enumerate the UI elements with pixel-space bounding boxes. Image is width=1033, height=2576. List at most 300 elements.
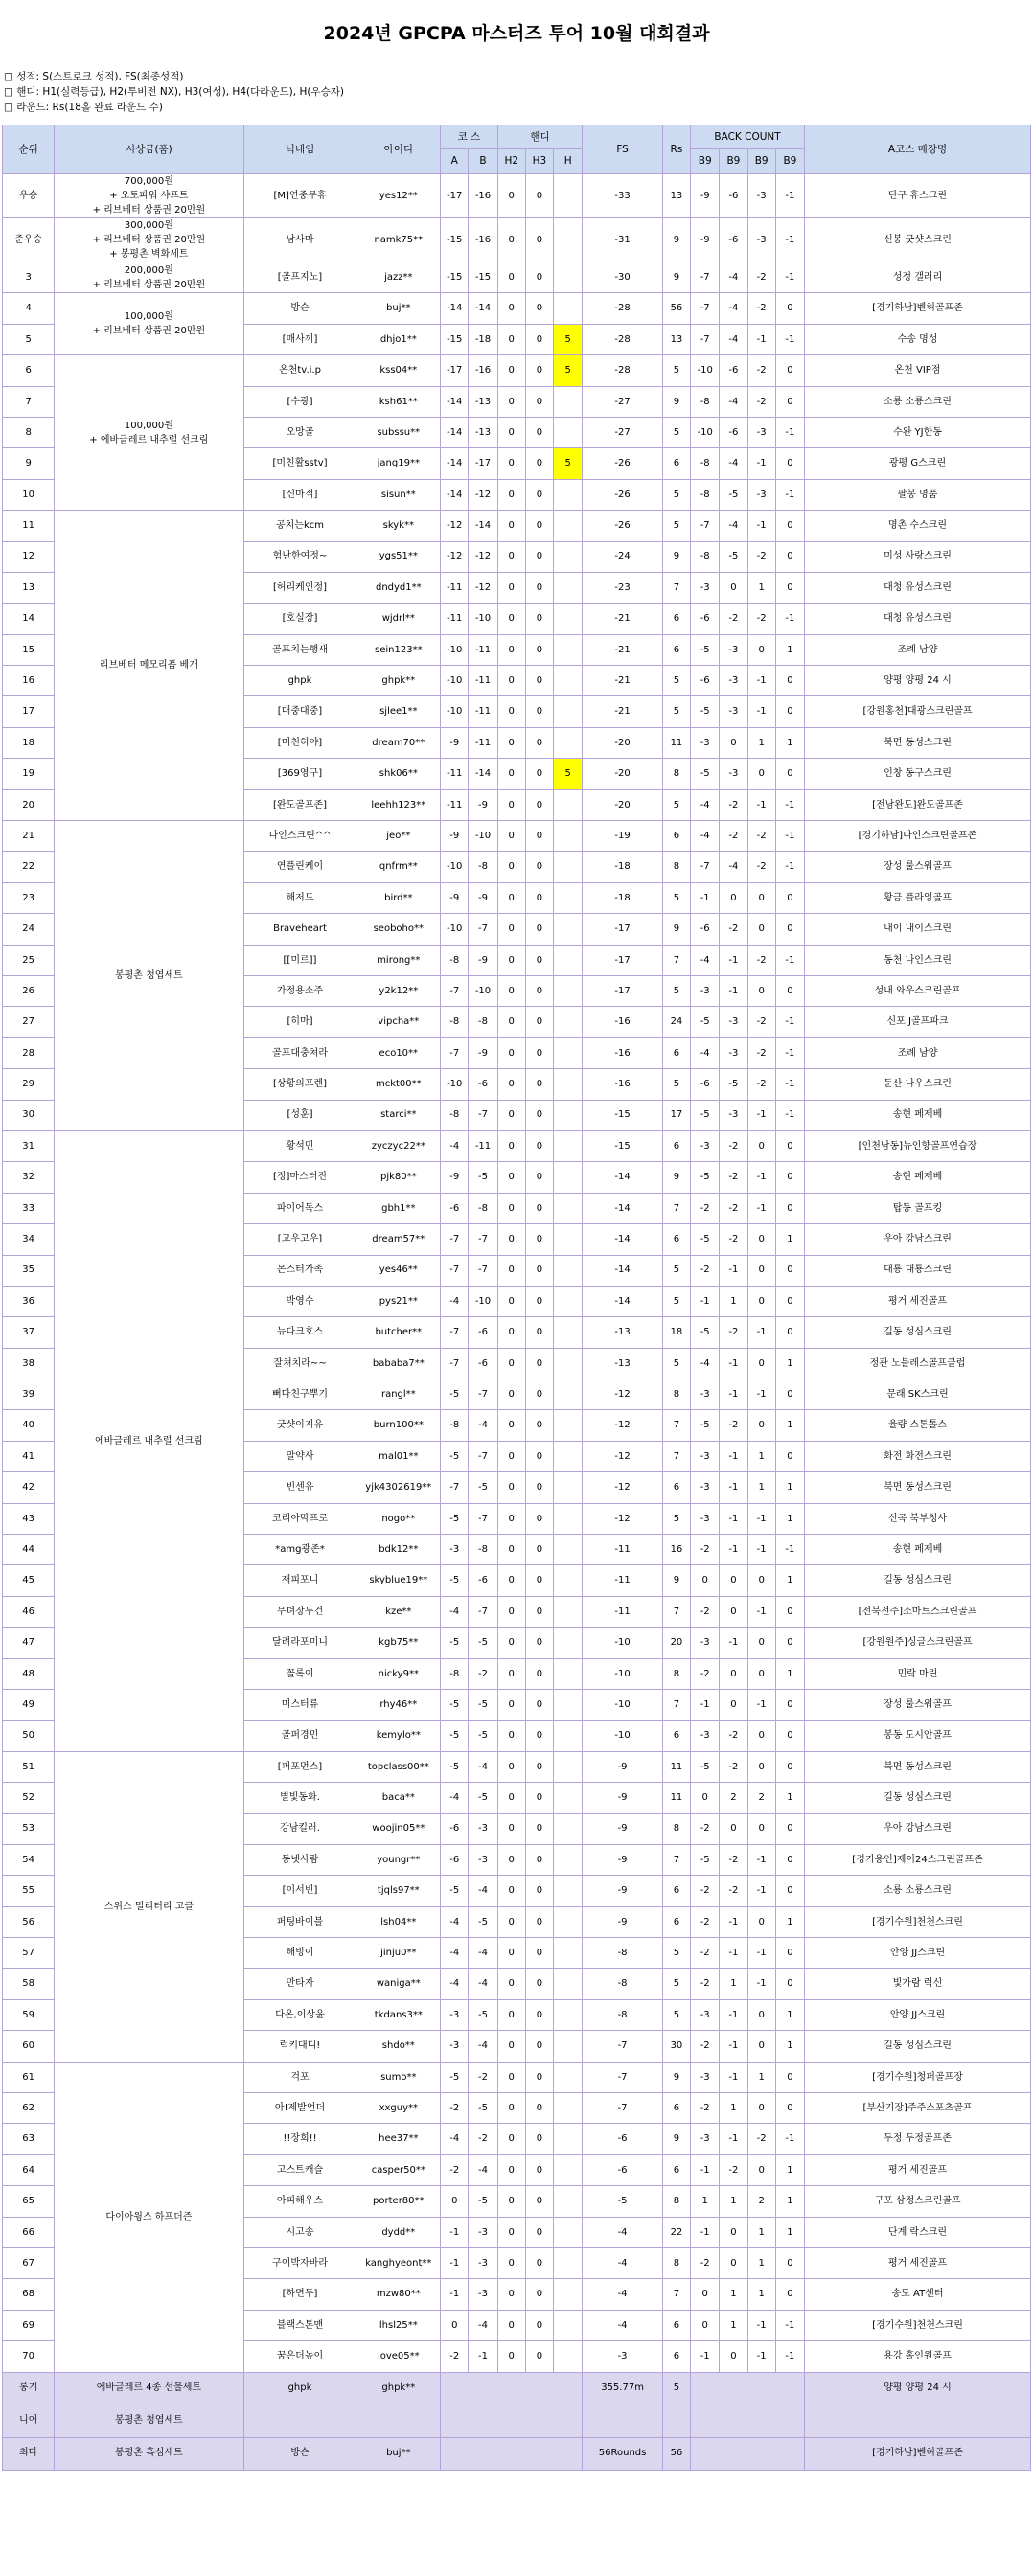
nickname-cell: 공치는kcm — [243, 511, 356, 541]
score-b-cell: -5 — [469, 1999, 497, 2030]
rounds-cell: 5 — [662, 975, 690, 1006]
nickname-cell: [정]마스터진 — [243, 1162, 356, 1193]
nickname-cell: 가정용소주 — [243, 975, 356, 1006]
nickname-cell: [[미르]] — [243, 945, 356, 975]
backcount-3-cell: 0 — [747, 1751, 775, 1782]
user-id-cell: sumo** — [356, 2062, 441, 2092]
backcount-3-cell: -1 — [747, 1503, 775, 1534]
store-cell: 수송 명성 — [805, 324, 1031, 354]
award-id-cell: ghpk** — [356, 2372, 441, 2405]
handi-h3-cell: 0 — [525, 1130, 553, 1161]
prize-cell: 봉평촌 청엽세트 — [55, 821, 243, 1131]
store-cell: 조례 남양 — [805, 1037, 1031, 1068]
final-score-cell: -11 — [583, 1565, 663, 1596]
handi-h-cell — [554, 2248, 583, 2279]
final-score-cell: -11 — [583, 1535, 663, 1565]
score-b-cell: -18 — [469, 324, 497, 354]
user-id-cell: sjlee1** — [356, 696, 441, 727]
backcount-1-cell: -5 — [691, 1007, 720, 1037]
store-cell: [경기하남]벤허골프존 — [805, 293, 1031, 324]
backcount-3-cell: -3 — [747, 417, 775, 447]
backcount-4-cell: -1 — [775, 324, 804, 354]
backcount-2-cell: -1 — [720, 2124, 747, 2154]
header-b9-3: B9 — [747, 149, 775, 174]
header-prize: 시상금(품) — [55, 125, 243, 174]
rank-cell: 52 — [3, 1783, 55, 1813]
score-b-cell: -5 — [469, 1162, 497, 1193]
final-score-cell: -17 — [583, 914, 663, 945]
score-b-cell: -7 — [469, 1596, 497, 1627]
rank-cell: 49 — [3, 1689, 55, 1720]
award-label-cell: 롱기 — [3, 2372, 55, 2405]
final-score-cell: -18 — [583, 882, 663, 913]
backcount-2-cell: -3 — [720, 759, 747, 789]
nickname-cell: 해빙이 — [243, 1938, 356, 1969]
store-cell: 안양 JJ스크린 — [805, 1999, 1031, 2030]
handi-h3-cell: 0 — [525, 1224, 553, 1255]
backcount-3-cell: -1 — [747, 324, 775, 354]
score-b-cell: -2 — [469, 2062, 497, 2092]
rounds-cell: 9 — [662, 2124, 690, 2154]
score-b-cell: -4 — [469, 1410, 497, 1441]
backcount-4-cell: 0 — [775, 1193, 804, 1223]
award-empty-cell — [441, 2405, 583, 2437]
backcount-2-cell: -1 — [720, 1938, 747, 1969]
backcount-1-cell: -5 — [691, 759, 720, 789]
handi-h-cell — [554, 2217, 583, 2247]
handi-h-cell — [554, 821, 583, 852]
rounds-cell: 6 — [662, 604, 690, 634]
backcount-1-cell: -2 — [691, 2248, 720, 2279]
page-title: 2024년 GPCPA 마스터즈 투어 10월 대회결과 — [323, 23, 710, 44]
handi-h3-cell: 0 — [525, 2217, 553, 2247]
store-cell: 길동 성심스크린 — [805, 1783, 1031, 1813]
backcount-1-cell: -5 — [691, 1162, 720, 1193]
rounds-cell: 6 — [662, 1876, 690, 1906]
nickname-cell: 럭키대디! — [243, 2031, 356, 2062]
store-cell: 길동 성심스크린 — [805, 2031, 1031, 2062]
rounds-cell: 7 — [662, 1410, 690, 1441]
handi-h3-cell: 0 — [525, 1286, 553, 1316]
backcount-4-cell: -1 — [775, 2124, 804, 2154]
prize-cell: 300,000원 + 리브베터 상품권 20만원 + 봉평촌 벽화세트 — [55, 218, 243, 262]
rank-cell: 27 — [3, 1007, 55, 1037]
backcount-3-cell: -1 — [747, 696, 775, 727]
rounds-cell: 18 — [662, 1317, 690, 1348]
handi-h2-cell: 0 — [497, 448, 525, 479]
backcount-3-cell: 0 — [747, 975, 775, 1006]
score-a-cell: -5 — [441, 1565, 469, 1596]
backcount-1-cell: -2 — [691, 1938, 720, 1969]
backcount-1-cell: -2 — [691, 1596, 720, 1627]
handi-h3-cell: 0 — [525, 882, 553, 913]
nickname-cell: 험난한여정~ — [243, 541, 356, 572]
score-b-cell: -12 — [469, 541, 497, 572]
backcount-2-cell: -2 — [720, 1844, 747, 1875]
handi-h2-cell: 0 — [497, 1565, 525, 1596]
rank-cell: 66 — [3, 2217, 55, 2247]
handi-h3-cell: 0 — [525, 1938, 553, 1969]
store-cell: 정관 노블레스골프클럽 — [805, 1348, 1031, 1379]
handi-h-cell — [554, 1162, 583, 1193]
handi-h-cell — [554, 882, 583, 913]
score-a-cell: -5 — [441, 1441, 469, 1471]
backcount-4-cell: -1 — [775, 1007, 804, 1037]
rank-cell: 26 — [3, 975, 55, 1006]
rounds-cell: 7 — [662, 572, 690, 603]
backcount-3-cell: 0 — [747, 1410, 775, 1441]
handi-h-cell — [554, 696, 583, 727]
store-cell: 미성 사랑스크린 — [805, 541, 1031, 572]
backcount-2-cell: 1 — [720, 2310, 747, 2340]
store-cell: 우아 강남스크린 — [805, 1224, 1031, 1255]
user-id-cell: dndyd1** — [356, 572, 441, 603]
handi-h-cell — [554, 1472, 583, 1503]
backcount-2-cell: 0 — [720, 882, 747, 913]
handi-h3-cell: 0 — [525, 1999, 553, 2030]
score-a-cell: -7 — [441, 1348, 469, 1379]
backcount-3-cell: 0 — [747, 1255, 775, 1286]
final-score-cell: -14 — [583, 1286, 663, 1316]
score-a-cell: -5 — [441, 1379, 469, 1410]
store-cell: 명촌 수스크린 — [805, 511, 1031, 541]
score-a-cell: -10 — [441, 914, 469, 945]
award-empty-cell — [441, 2437, 583, 2470]
award-empty-cell — [691, 2405, 805, 2437]
backcount-3-cell: -1 — [747, 1969, 775, 1999]
handi-h-cell — [554, 1938, 583, 1969]
rounds-cell: 9 — [662, 262, 690, 293]
handi-h3-cell: 0 — [525, 541, 553, 572]
score-a-cell: -9 — [441, 727, 469, 758]
score-b-cell: -7 — [469, 1224, 497, 1255]
backcount-2-cell: -1 — [720, 1535, 747, 1565]
handi-h2-cell: 0 — [497, 1938, 525, 1969]
rounds-cell: 5 — [662, 882, 690, 913]
user-id-cell: tjqls97** — [356, 1876, 441, 1906]
nickname-cell: 몬스터가족 — [243, 1255, 356, 1286]
backcount-3-cell: -2 — [747, 2124, 775, 2154]
rounds-cell: 13 — [662, 324, 690, 354]
handi-h3-cell: 0 — [525, 1037, 553, 1068]
store-cell: [경기수원]천천스크린 — [805, 1906, 1031, 1937]
store-cell: 봉동 도시안골프 — [805, 1721, 1031, 1751]
score-a-cell: -1 — [441, 2279, 469, 2310]
nickname-cell: [매사끼] — [243, 324, 356, 354]
user-id-cell: mzw80** — [356, 2279, 441, 2310]
prize-cell: 100,000원 + 리브베터 상품권 20만원 — [55, 293, 243, 355]
rounds-cell: 6 — [662, 1037, 690, 1068]
score-b-cell: -5 — [469, 1472, 497, 1503]
handi-h2-cell: 0 — [497, 1689, 525, 1720]
backcount-4-cell: 0 — [775, 293, 804, 324]
nickname-cell: 해저드 — [243, 882, 356, 913]
handi-h2-cell: 0 — [497, 1876, 525, 1906]
rounds-cell: 6 — [662, 1130, 690, 1161]
backcount-4-cell: 0 — [775, 1751, 804, 1782]
score-a-cell: -5 — [441, 1628, 469, 1658]
store-cell: [인천남동]뉴인향골프연습장 — [805, 1130, 1031, 1161]
score-a-cell: 0 — [441, 2310, 469, 2340]
backcount-2-cell: -1 — [720, 1472, 747, 1503]
backcount-2-cell: -2 — [720, 1193, 747, 1223]
handi-h3-cell: 0 — [525, 1255, 553, 1286]
backcount-4-cell: 1 — [775, 1348, 804, 1379]
handi-h2-cell: 0 — [497, 2186, 525, 2217]
score-b-cell: -8 — [469, 852, 497, 882]
final-score-cell: -4 — [583, 2310, 663, 2340]
award-store-cell: 양평 양평 24 시 — [805, 2372, 1031, 2405]
user-id-cell: eco10** — [356, 1037, 441, 1068]
store-cell: 소룡 소룡스크린 — [805, 1876, 1031, 1906]
handi-h3-cell: 0 — [525, 293, 553, 324]
award-label-cell: 니어 — [3, 2405, 55, 2437]
backcount-4-cell: 0 — [775, 1813, 804, 1844]
handi-h3-cell: 0 — [525, 1689, 553, 1720]
final-score-cell: -12 — [583, 1472, 663, 1503]
nickname-cell: 꼴록이 — [243, 1658, 356, 1689]
score-b-cell: -4 — [469, 1751, 497, 1782]
rank-cell: 41 — [3, 1441, 55, 1471]
nickname-cell: 말약사 — [243, 1441, 356, 1471]
score-b-cell: -16 — [469, 174, 497, 218]
nickname-cell: 골프대충쳐라 — [243, 1037, 356, 1068]
rounds-cell: 13 — [662, 174, 690, 218]
award-nickname-cell: 방슨 — [243, 2437, 356, 2470]
rounds-cell: 8 — [662, 1813, 690, 1844]
handi-h-cell — [554, 1007, 583, 1037]
table-row — [3, 218, 1031, 262]
nickname-cell: [M]연중무휴 — [243, 174, 356, 218]
store-cell: 탑동 골프킹 — [805, 1193, 1031, 1223]
handi-h-cell — [554, 293, 583, 324]
final-score-cell: -14 — [583, 1193, 663, 1223]
handi-h3-cell: 0 — [525, 2310, 553, 2340]
nickname-cell: 황석민 — [243, 1130, 356, 1161]
handi-h3-cell: 0 — [525, 1628, 553, 1658]
backcount-4-cell: 1 — [775, 1224, 804, 1255]
backcount-2-cell: 1 — [720, 2279, 747, 2310]
handi-h2-cell: 0 — [497, 2093, 525, 2124]
rank-cell: 25 — [3, 945, 55, 975]
award-row — [3, 2437, 1031, 2470]
backcount-4-cell: 1 — [775, 634, 804, 665]
backcount-1-cell: -3 — [691, 1379, 720, 1410]
handi-h2-cell: 0 — [497, 1286, 525, 1316]
handi-h-cell — [554, 511, 583, 541]
prize-cell: 리브베터 메모리폼 베개 — [55, 511, 243, 821]
score-b-cell: -4 — [469, 1876, 497, 1906]
store-cell: 북면 동성스크린 — [805, 1472, 1031, 1503]
handi-h2-cell: 0 — [497, 634, 525, 665]
score-b-cell: -12 — [469, 572, 497, 603]
handi-h-cell — [554, 1783, 583, 1813]
handi-h2-cell: 0 — [497, 1535, 525, 1565]
backcount-2-cell: -2 — [720, 789, 747, 820]
rank-cell: 67 — [3, 2248, 55, 2279]
score-b-cell: -13 — [469, 386, 497, 417]
handi-h3-cell: 0 — [525, 1441, 553, 1471]
handi-h2-cell: 0 — [497, 218, 525, 262]
handi-h3-cell: 0 — [525, 448, 553, 479]
backcount-2-cell: -6 — [720, 174, 747, 218]
backcount-2-cell: -2 — [720, 821, 747, 852]
backcount-2-cell: 1 — [720, 2093, 747, 2124]
store-cell: 동천 나인스크린 — [805, 945, 1031, 975]
rank-cell: 19 — [3, 759, 55, 789]
rounds-cell: 6 — [662, 1721, 690, 1751]
handi-h-cell — [554, 1721, 583, 1751]
store-cell: 양평 양평 24 시 — [805, 666, 1031, 696]
results-table — [2, 125, 1031, 2471]
rounds-cell: 7 — [662, 1844, 690, 1875]
rank-cell: 34 — [3, 1224, 55, 1255]
score-a-cell: -4 — [441, 1286, 469, 1316]
rounds-cell: 5 — [662, 1255, 690, 1286]
handi-h-cell — [554, 1037, 583, 1068]
rank-cell: 17 — [3, 696, 55, 727]
nickname-cell: [미친활sstv] — [243, 448, 356, 479]
final-score-cell: -20 — [583, 759, 663, 789]
nickname-cell: 잘쳐치라~~ — [243, 1348, 356, 1379]
handi-h-cell — [554, 914, 583, 945]
rounds-cell: 9 — [662, 218, 690, 262]
backcount-4-cell: 0 — [775, 1286, 804, 1316]
handi-h2-cell: 0 — [497, 1317, 525, 1348]
handi-h2-cell: 0 — [497, 821, 525, 852]
handi-h2-cell: 0 — [497, 727, 525, 758]
rank-cell: 14 — [3, 604, 55, 634]
handi-h-cell — [554, 1999, 583, 2030]
backcount-2-cell: -2 — [720, 1721, 747, 1751]
user-id-cell: skyblue19** — [356, 1565, 441, 1596]
rank-cell: 22 — [3, 852, 55, 882]
user-id-cell: y2k12** — [356, 975, 441, 1006]
score-b-cell: -8 — [469, 1535, 497, 1565]
backcount-3-cell: -1 — [747, 666, 775, 696]
backcount-2-cell: 0 — [720, 1658, 747, 1689]
user-id-cell: topclass00** — [356, 1751, 441, 1782]
header-rs: Rs — [662, 125, 690, 174]
handi-h2-cell: 0 — [497, 789, 525, 820]
rounds-cell: 5 — [662, 666, 690, 696]
score-a-cell: -11 — [441, 789, 469, 820]
handi-h-cell — [554, 479, 583, 510]
user-id-cell: xxguy** — [356, 2093, 441, 2124]
store-cell: 화전 화전스크린 — [805, 1441, 1031, 1471]
backcount-1-cell: -10 — [691, 417, 720, 447]
handi-h3-cell: 0 — [525, 2279, 553, 2310]
user-id-cell: skyk** — [356, 511, 441, 541]
user-id-cell: waniga** — [356, 1969, 441, 1999]
nickname-cell: 뉴다크호스 — [243, 1317, 356, 1348]
nickname-cell: 퍼팅바이블 — [243, 1906, 356, 1937]
backcount-2-cell: -5 — [720, 1069, 747, 1100]
backcount-4-cell: 0 — [775, 572, 804, 603]
backcount-1-cell: -4 — [691, 821, 720, 852]
backcount-4-cell: 0 — [775, 1441, 804, 1471]
score-b-cell: -12 — [469, 479, 497, 510]
header-rank: 순위 — [3, 125, 55, 174]
score-a-cell: -2 — [441, 2341, 469, 2372]
user-id-cell: zyczyc22** — [356, 1130, 441, 1161]
final-score-cell: -20 — [583, 789, 663, 820]
handi-h3-cell: 0 — [525, 727, 553, 758]
store-cell: 내이 내이스크린 — [805, 914, 1031, 945]
user-id-cell: dydd** — [356, 2217, 441, 2247]
handi-h-cell — [554, 1441, 583, 1471]
user-id-cell: dhjo1** — [356, 324, 441, 354]
rank-cell: 50 — [3, 1721, 55, 1751]
user-id-cell: shk06** — [356, 759, 441, 789]
backcount-1-cell: -8 — [691, 479, 720, 510]
score-b-cell: -7 — [469, 1441, 497, 1471]
rank-cell: 33 — [3, 1193, 55, 1223]
user-id-cell: kemylo** — [356, 1721, 441, 1751]
store-cell: 두정 두정골프존 — [805, 2124, 1031, 2154]
backcount-4-cell: 1 — [775, 2154, 804, 2185]
backcount-2-cell: 0 — [720, 1596, 747, 1627]
table-row — [3, 511, 1031, 541]
backcount-3-cell: -1 — [747, 448, 775, 479]
backcount-1-cell: -3 — [691, 1472, 720, 1503]
nickname-cell: 코리아막프로 — [243, 1503, 356, 1534]
score-a-cell: -1 — [441, 2217, 469, 2247]
user-id-cell: lhsl25** — [356, 2310, 441, 2340]
backcount-4-cell: -1 — [775, 1100, 804, 1130]
backcount-3-cell: 0 — [747, 1130, 775, 1161]
rounds-cell: 7 — [662, 1193, 690, 1223]
score-a-cell: -3 — [441, 1535, 469, 1565]
final-score-cell: -9 — [583, 1844, 663, 1875]
user-id-cell: butcher** — [356, 1317, 441, 1348]
header-b9-2: B9 — [720, 149, 747, 174]
handi-h3-cell: 0 — [525, 759, 553, 789]
handi-h2-cell: 0 — [497, 541, 525, 572]
score-a-cell: -8 — [441, 1410, 469, 1441]
backcount-3-cell: 0 — [747, 1565, 775, 1596]
rank-cell: 29 — [3, 1069, 55, 1100]
backcount-1-cell: 0 — [691, 2279, 720, 2310]
backcount-1-cell: -6 — [691, 1069, 720, 1100]
prize-cell: 다이아윙스 하프더즌 — [55, 2062, 243, 2372]
handi-h2-cell: 0 — [497, 1348, 525, 1379]
rank-cell: 55 — [3, 1876, 55, 1906]
header-b9-1: B9 — [691, 149, 720, 174]
handi-h2-cell: 0 — [497, 2062, 525, 2092]
award-id-cell — [356, 2405, 441, 2437]
handi-h2-cell: 0 — [497, 1658, 525, 1689]
store-cell: 송현 페제베 — [805, 1100, 1031, 1130]
nickname-cell: 박영수 — [243, 1286, 356, 1316]
score-b-cell: -6 — [469, 1317, 497, 1348]
score-a-cell: -8 — [441, 1007, 469, 1037]
note-handi: □ 핸디: H1(실력등급), H2(투비전 NX), H3(여성), H4(다라운드), H(우승자) — [4, 86, 344, 98]
backcount-4-cell: 0 — [775, 975, 804, 1006]
backcount-1-cell: -3 — [691, 2062, 720, 2092]
backcount-4-cell: -1 — [775, 604, 804, 634]
handi-h2-cell: 0 — [497, 1844, 525, 1875]
handi-h2-cell: 0 — [497, 1751, 525, 1782]
backcount-3-cell: -2 — [747, 1007, 775, 1037]
nickname-cell: [수광] — [243, 386, 356, 417]
nickname-cell: ghpk — [243, 666, 356, 696]
rank-cell: 32 — [3, 1162, 55, 1193]
backcount-4-cell: -1 — [775, 945, 804, 975]
rounds-cell: 9 — [662, 2062, 690, 2092]
backcount-4-cell: 0 — [775, 696, 804, 727]
handi-h-cell — [554, 2279, 583, 2310]
